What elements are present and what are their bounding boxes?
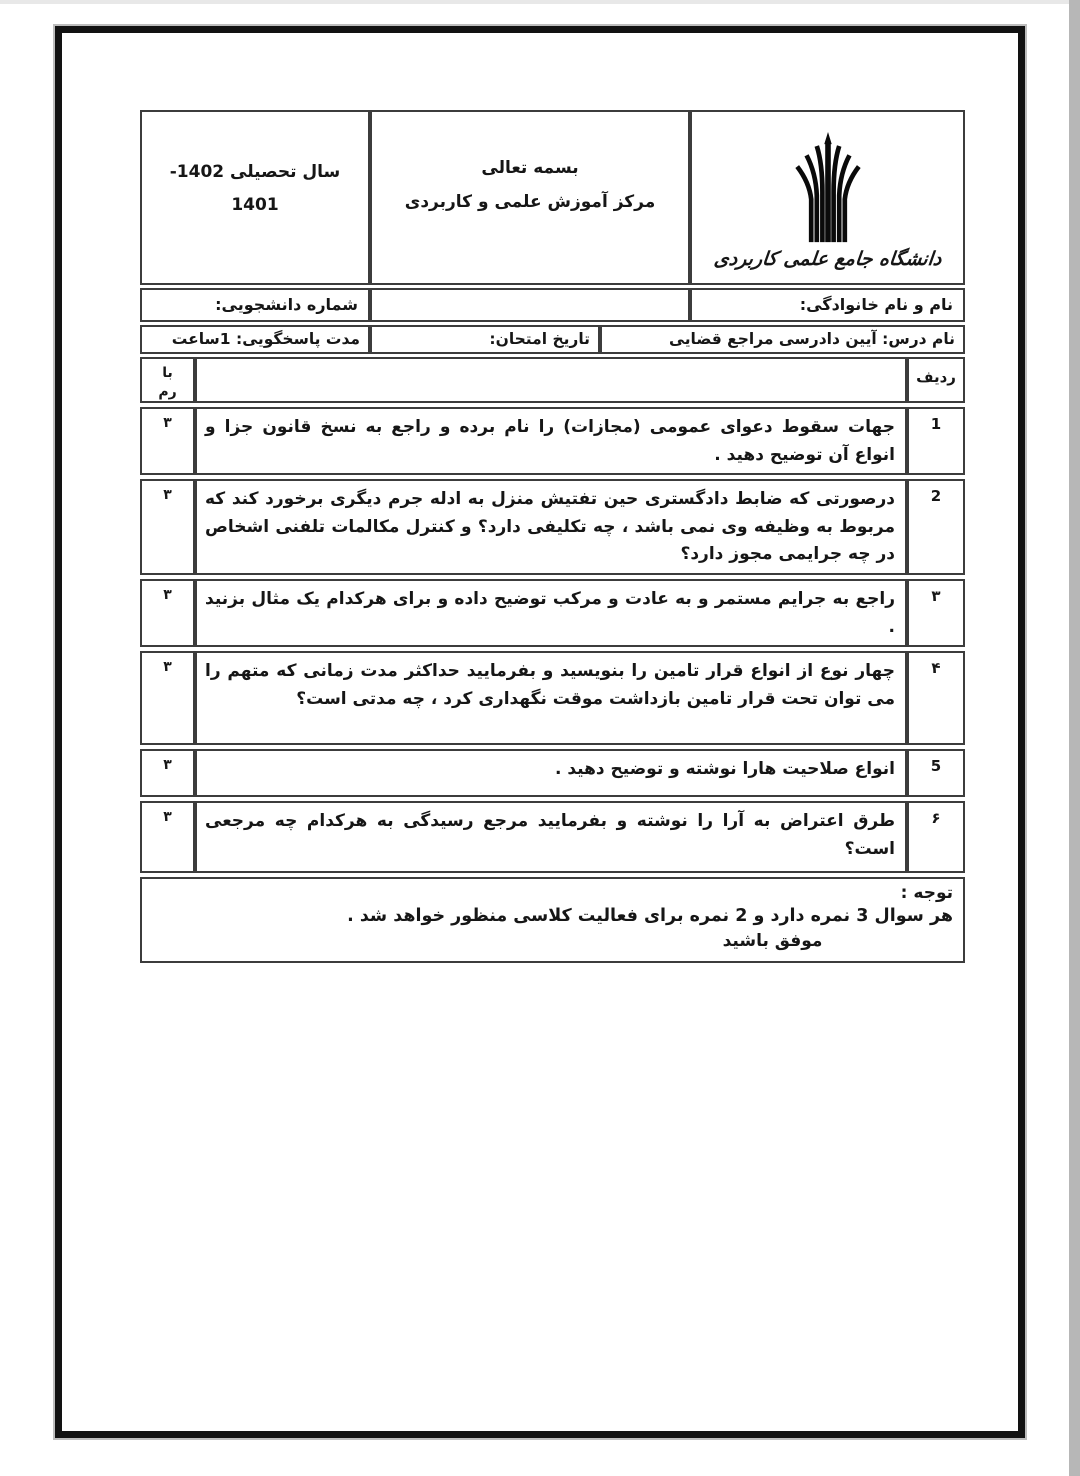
academic-year-line1: سال تحصیلی 1402- (169, 162, 341, 183)
university-name: دانشگاه جامع علمی کاربردی (712, 247, 943, 270)
score-header-line2: رم (158, 383, 177, 400)
questions-header-row (140, 357, 965, 403)
center-name-text: مرکز آموزش علمی و کاربردی (404, 191, 656, 212)
question-row-6 (140, 801, 965, 873)
question-score: ۳ (140, 479, 195, 575)
center-title-cell (370, 110, 690, 285)
question-text: انواع صلاحیت هارا نوشته و توضیح دهید . (195, 749, 907, 797)
student-info-row (140, 288, 965, 322)
scan-edge-right (1069, 0, 1080, 1476)
question-score: ۳ (140, 407, 195, 475)
question-number: 2 (907, 479, 965, 575)
header-row (140, 110, 965, 285)
question-row-5 (140, 749, 965, 797)
page-border-frame (55, 26, 1025, 1438)
footer-note (140, 877, 965, 963)
exam-date-field: تاریخ امتحان: (370, 325, 600, 354)
question-score: ۳ (140, 749, 195, 797)
duration-field: مدت پاسخگویی: 1ساعت (140, 325, 370, 354)
exam-sheet (140, 110, 965, 963)
student-id-field: شماره دانشجویی: (140, 288, 370, 322)
score-header-line1: با (162, 365, 173, 381)
student-name-field: نام و نام خانوادگی: (690, 288, 965, 322)
note-text: هر سوال 3 نمره دارد و 2 نمره برای فعالیت کلاسی منظور خواهد شد . (347, 906, 953, 926)
score-header (140, 357, 195, 403)
question-text: طرق اعتراض به آرا را نوشته و بفرمایید مرجع رسیدگی به هرکدام چه مرجعی است؟ (195, 801, 907, 873)
question-text: درصورتی که ضابط دادگستری حین تفتیش منزل به ادله جرم دیگری برخورد کند که مربوط به وظیفه وی نمی باشد ، چه تکلیفی دارد؟ و کنترل مکالمات تلفنی اشخاص در چه جرایمی مجوز دارد؟ (195, 479, 907, 575)
question-score: ۳ (140, 651, 195, 745)
question-row-1 (140, 407, 965, 475)
question-row-3 (140, 579, 965, 647)
question-header-empty (195, 357, 907, 403)
question-score: ۳ (140, 801, 195, 873)
course-info-row (140, 325, 965, 354)
question-text: راجع به جرایم مستمر و به عادت و مرکب توضیح داده و برای هرکدام یک مثال بزنید . (195, 579, 907, 647)
scan-edge-top (0, 0, 1080, 4)
question-number: ۳ (907, 579, 965, 647)
question-number: ۶ (907, 801, 965, 873)
academic-year-line2: 1401 (231, 194, 279, 215)
academic-year-cell (140, 110, 370, 285)
course-name-field: نام درس: آیین دادرسی مراجع قضایی (600, 325, 965, 354)
question-number: 1 (907, 407, 965, 475)
note-label: توجه : (900, 883, 953, 903)
university-logo-cell (690, 110, 965, 285)
good-luck-text: موفق باشید (722, 931, 823, 952)
empty-cell (370, 288, 690, 322)
question-number: 5 (907, 749, 965, 797)
question-row-4 (140, 651, 965, 745)
university-logo-icon (776, 132, 880, 244)
question-number: ۴ (907, 651, 965, 745)
question-row-2 (140, 479, 965, 575)
question-text: چهار نوع از انواع قرار تامین را بنویسید و بفرمایید حداکثر مدت زمانی که متهم را می توان تحت قرار تامین بازداشت موقت نگهداری کرد ، چه مدتی است؟ (195, 651, 907, 745)
question-score: ۳ (140, 579, 195, 647)
bismillah-text: بسمه تعالی (481, 157, 579, 178)
question-text: جهات سقوط دعوای عمومی (مجازات) را نام برده و راجع به نسخ قانون جزا و انواع آن توضیح دهید . (195, 407, 907, 475)
row-number-header: ردیف (907, 357, 965, 403)
